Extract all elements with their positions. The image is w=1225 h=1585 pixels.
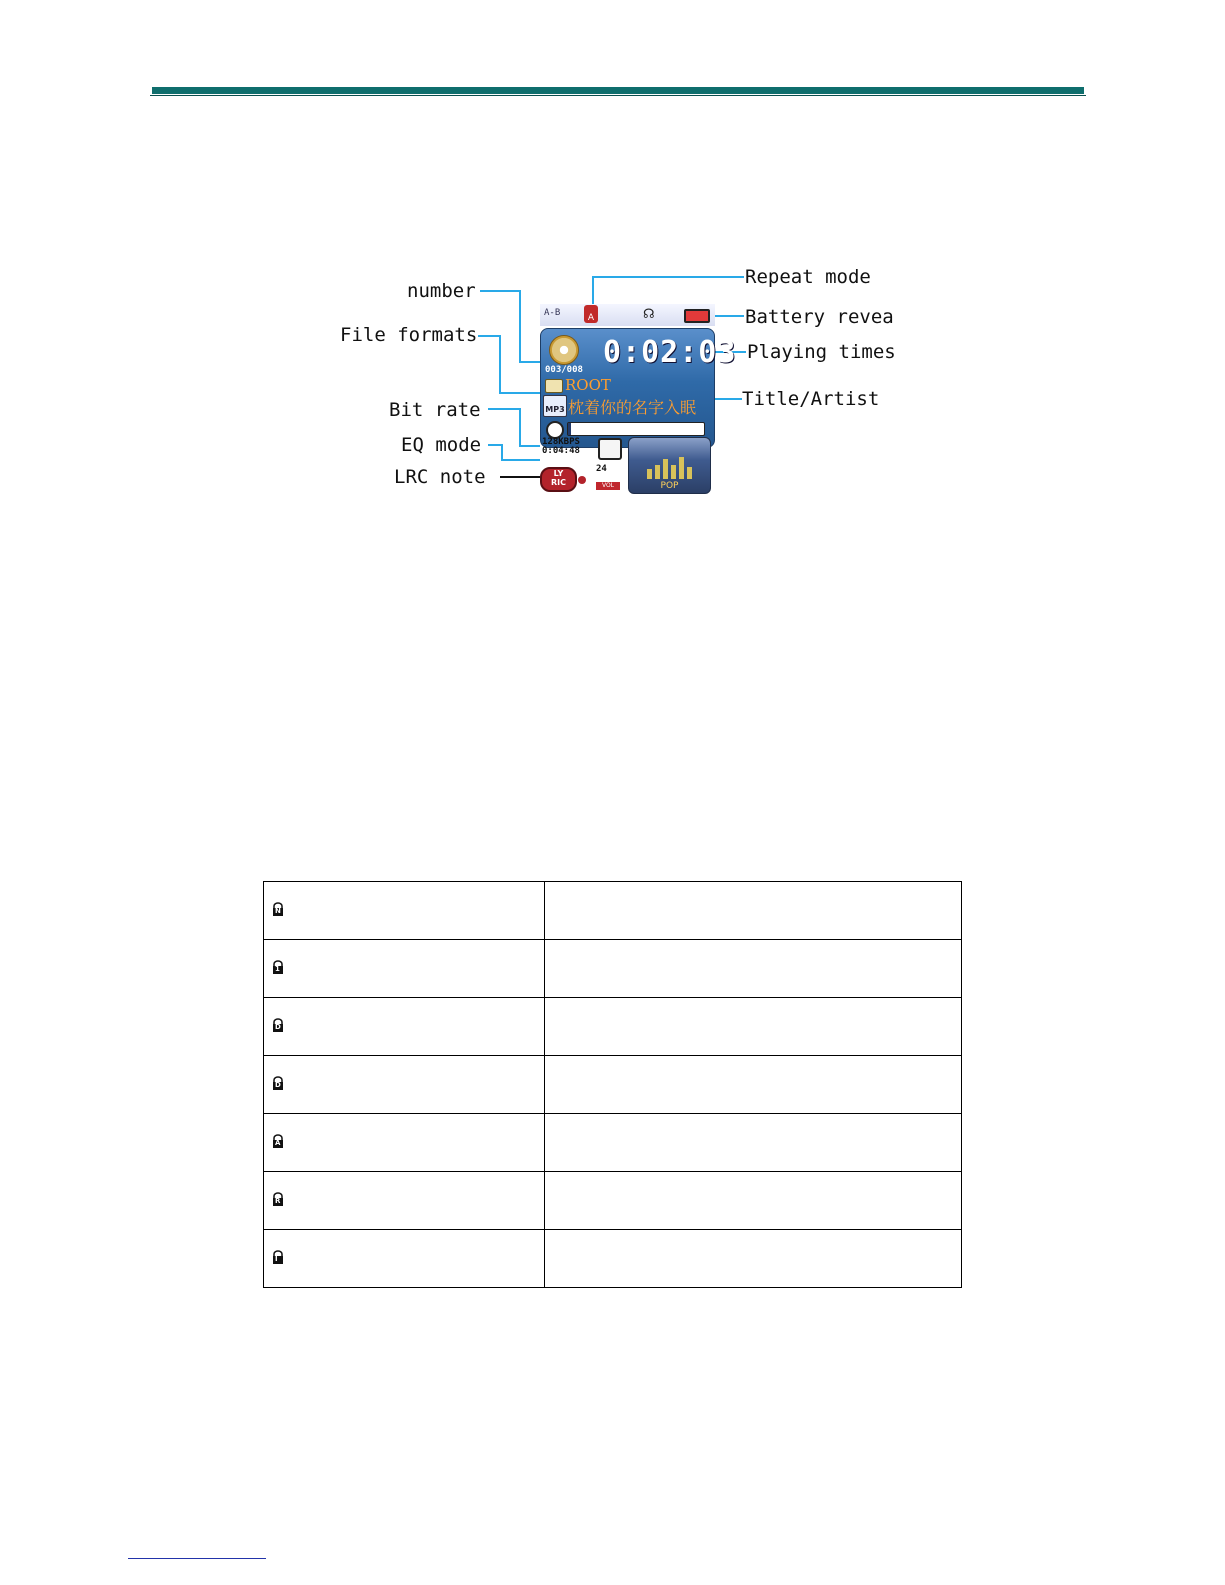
repeat-folder-icon	[272, 1017, 284, 1031]
leader-repeat-mode-v	[592, 276, 594, 304]
leader-file-formats	[478, 335, 500, 337]
leader-bit-rate-h	[519, 445, 541, 447]
callout-playing-times: Playing times	[747, 341, 896, 363]
table-row	[264, 1114, 962, 1172]
leader-repeat-mode	[592, 276, 744, 278]
eq-bar	[647, 469, 652, 479]
repeat-icon-cell	[264, 1114, 545, 1172]
status-bar	[540, 304, 715, 326]
main-panel	[540, 328, 737, 448]
callout-eq-mode: EQ mode	[401, 434, 482, 456]
player-screen	[540, 304, 737, 494]
lrc-note-icon	[540, 467, 577, 492]
progress-bar	[567, 422, 705, 436]
repeat-icon-cell	[264, 1172, 545, 1230]
repeat-icon-cell	[264, 1230, 545, 1288]
lrc-label-top: LY	[553, 469, 564, 478]
volume-level: 24	[596, 464, 607, 474]
leader-file-formats-h	[499, 392, 541, 394]
repeat-icon-letter: A	[275, 1139, 281, 1147]
lrc-label-bottom: RIC	[550, 478, 566, 487]
repeat-table-body	[264, 882, 962, 1288]
header-rule-line	[150, 95, 1086, 96]
repeat-all-icon	[272, 1133, 284, 1147]
ab-repeat-indicator: A-B	[544, 308, 561, 318]
repeat-description-cell	[545, 1114, 962, 1172]
repeat-icon-letter: N	[275, 907, 281, 915]
callout-battery: Battery revea	[745, 306, 894, 328]
repeat-icon-letter: R	[275, 1197, 281, 1205]
repeat-description-cell	[545, 1172, 962, 1230]
repeat-icon-cell	[264, 998, 545, 1056]
leader-eq-mode	[488, 444, 502, 446]
repeat-description-cell	[545, 1230, 962, 1288]
callout-repeat-mode: Repeat mode	[745, 266, 871, 288]
callout-bit-rate: Bit rate	[389, 399, 481, 421]
music-disc-icon	[549, 335, 579, 365]
callout-file-formats: File formats	[340, 324, 478, 346]
eq-mode-label: POP	[660, 481, 679, 491]
track-number: 003/008	[545, 365, 583, 375]
repeat-icon-cell	[264, 940, 545, 998]
lrc-dot	[578, 476, 586, 484]
leader-bit-rate-v	[519, 408, 521, 446]
repeat-description-cell	[545, 940, 962, 998]
repeat-normal-icon	[272, 901, 284, 915]
folder-name: ROOT	[565, 376, 611, 394]
table-row	[264, 882, 962, 940]
table-row	[264, 1230, 962, 1288]
total-time: 0:04:48	[542, 446, 580, 456]
repeat-mode-icon: A	[584, 305, 598, 323]
leader-number-v	[519, 290, 521, 362]
repeat-description-cell	[545, 882, 962, 940]
battery-icon	[684, 309, 710, 323]
repeat-intro-icon	[272, 1249, 284, 1263]
repeat-icon-letter: I	[275, 1255, 278, 1263]
bitrate: 128KBPS	[542, 437, 580, 447]
callout-lrc-note: LRC note	[394, 466, 486, 488]
file-format-icon: MP3	[543, 395, 567, 417]
repeat-icon-cell	[264, 1056, 545, 1114]
eq-mode-icon	[598, 438, 622, 460]
table-row	[264, 998, 962, 1056]
eq-bar	[671, 465, 676, 479]
bitrate-block	[542, 438, 580, 456]
eq-bar	[655, 465, 660, 479]
repeat-one-icon	[272, 959, 284, 973]
eq-bar	[679, 457, 684, 479]
table-row	[264, 1056, 962, 1114]
eq-display	[628, 437, 711, 494]
eq-bar	[663, 459, 668, 479]
footer-link-underline	[128, 1558, 266, 1559]
track-title: 枕着你的名字入眠	[568, 398, 697, 417]
repeat-icon-cell	[264, 882, 545, 940]
leader-number	[480, 290, 520, 292]
progress-fill	[568, 423, 571, 435]
leader-number-h	[519, 361, 541, 363]
repeat-description-cell	[545, 998, 962, 1056]
callout-title-artist: Title/Artist	[742, 388, 880, 410]
leader-lrc-note	[500, 476, 540, 478]
header-rule	[152, 87, 1084, 94]
playing-time: 0:02:03	[603, 335, 737, 370]
repeat-description-cell	[545, 1056, 962, 1114]
callout-number: number	[407, 280, 476, 302]
repeat-mode-table	[263, 881, 962, 1288]
headphone-icon: ☊	[643, 307, 655, 322]
repeat-folder-all-icon	[272, 1075, 284, 1089]
leader-file-formats-v	[499, 335, 501, 393]
repeat-icon-letter: D	[275, 1081, 281, 1089]
volume-badge: VOL	[596, 482, 620, 490]
eq-bar	[687, 467, 692, 479]
leader-bit-rate	[488, 408, 520, 410]
repeat-icon-letter: D	[275, 1023, 281, 1031]
folder-icon	[545, 379, 563, 393]
table-row	[264, 940, 962, 998]
table-row	[264, 1172, 962, 1230]
leader-eq-mode-v	[501, 444, 503, 460]
repeat-random-icon	[272, 1191, 284, 1205]
repeat-icon-letter: 1	[275, 965, 280, 973]
